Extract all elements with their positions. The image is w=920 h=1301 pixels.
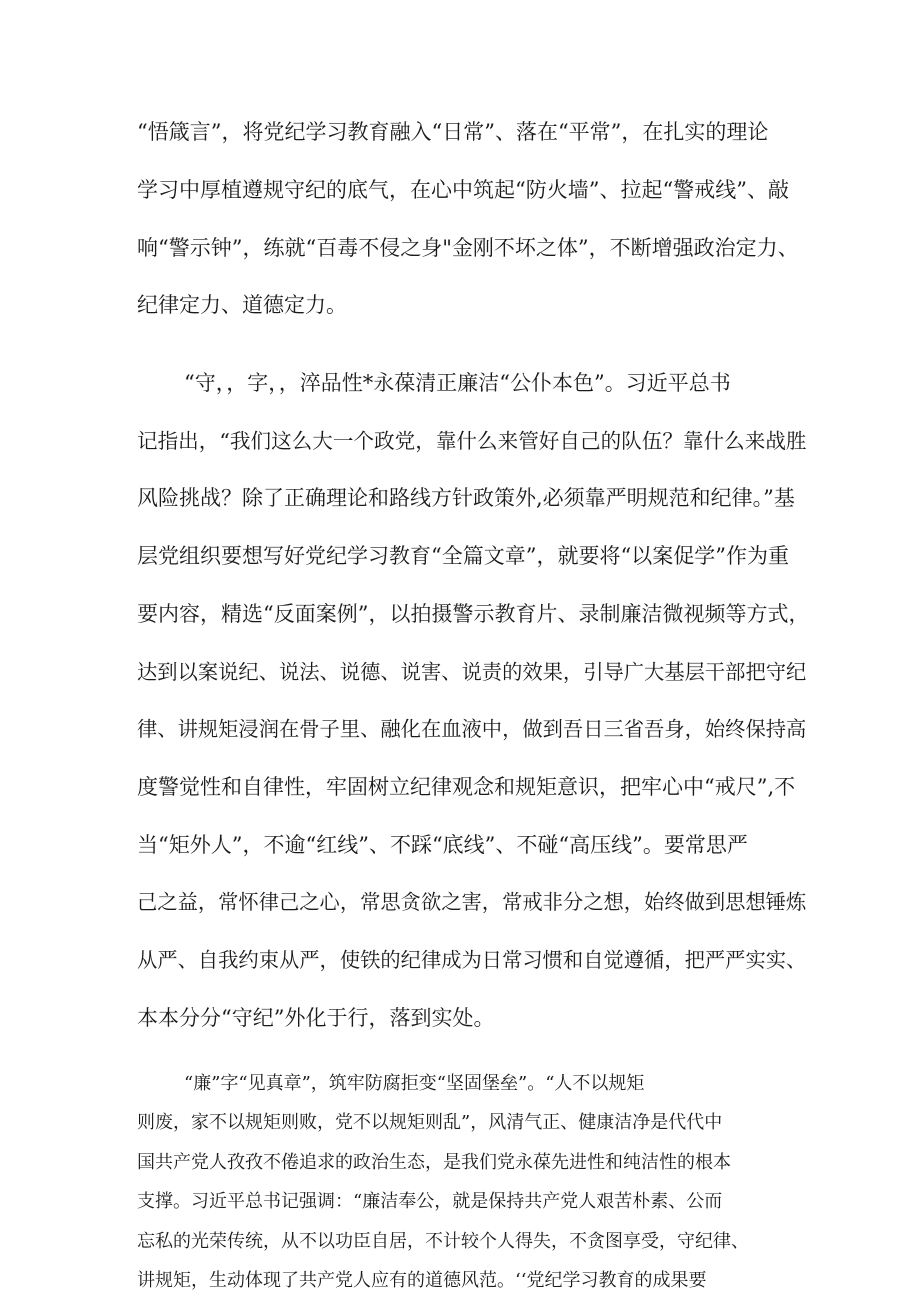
text-line: 当“矩外人”，不逾“红线”、不踩“底线”、不碰“高压线”。要常思严: [137, 833, 748, 857]
text-line: 响“警示钟”，练就“百毒不侵之身"金刚不坏之体”，不断增强政治定力、: [137, 236, 799, 260]
text-line: 本本分分“守纪”外化于行，落到实处。: [137, 1006, 495, 1030]
text-line: 国共产党人孜孜不倦追求的政治生态，是我们党永葆先进性和纯洁性的根本: [137, 1151, 731, 1173]
text-line: 支撑。习近平总书记强调：“廉洁奉公，就是保持共产党人艰苦朴素、公而: [137, 1191, 723, 1213]
text-line: “守，，字，，淬品性*永葆清正廉洁“公仆本色”。习近平总书: [184, 371, 731, 395]
text-line: “廉”字“见真章”，筑牢防腐拒变“坚固堡垒”。“人不以规矩: [184, 1073, 645, 1094]
text-line: 讲规矩，生动体现了共产党人应有的道德风范。‘‘党纪学习教育的成果要: [137, 1270, 707, 1291]
text-line: 则废，家不以规矩则败，党不以规矩则乱”，风清气正、健康洁净是代代中: [137, 1112, 723, 1134]
text-line: 要内容，精选“反面案例”，以拍摄警示教育片、录制廉洁微视频等方式，: [137, 602, 810, 626]
text-line: 风险挑战？除了正确理论和路线方针政策外,必须靠严明规范和纪律。”基: [137, 486, 795, 510]
text-line: “悟箴言”，将党纪学习教育融入“日常”、落在“平常”，在扎实的理论: [137, 120, 769, 144]
text-line: 律、讲规矩浸润在骨子里、融化在血液中，做到吾日三省吾身，始终保持高: [137, 717, 807, 741]
text-line: 学习中厚植遵规守纪的底气，在心中筑起“防火墙”、拉起“警戒线”、敲: [137, 178, 789, 202]
text-line: 忘私的光荣传统，从不以功臣自居，不计较个人得失，不贪图享受，守纪律、: [137, 1230, 749, 1252]
text-line: 己之益，常怀律己之心，常思贪欲之害，常戒非分之想，始终做到思想锤炼: [137, 890, 807, 914]
text-line: 从严、自我约束从严，使铁的纪律成为日常习惯和自觉遵循，把严严实实、: [137, 948, 807, 972]
text-line: 度警觉性和自律性，牢固树立纪律观念和规矩意识，把牢心中“戒尺”,不: [137, 775, 796, 799]
text-line: 达到以案说纪、说法、说德、说害、说责的效果，引导广大基层干部把守纪: [137, 660, 807, 684]
text-line: 记指出，“我们这么大一个政党，靠什么来管好自己的队伍？靠什么来战胜: [137, 429, 807, 453]
text-line: 层党组织要想写好党纪学习教育“全篇文章”，就要将“以案促学”作为重: [137, 544, 789, 568]
text-line: 纪律定力、道德定力。: [137, 293, 347, 317]
